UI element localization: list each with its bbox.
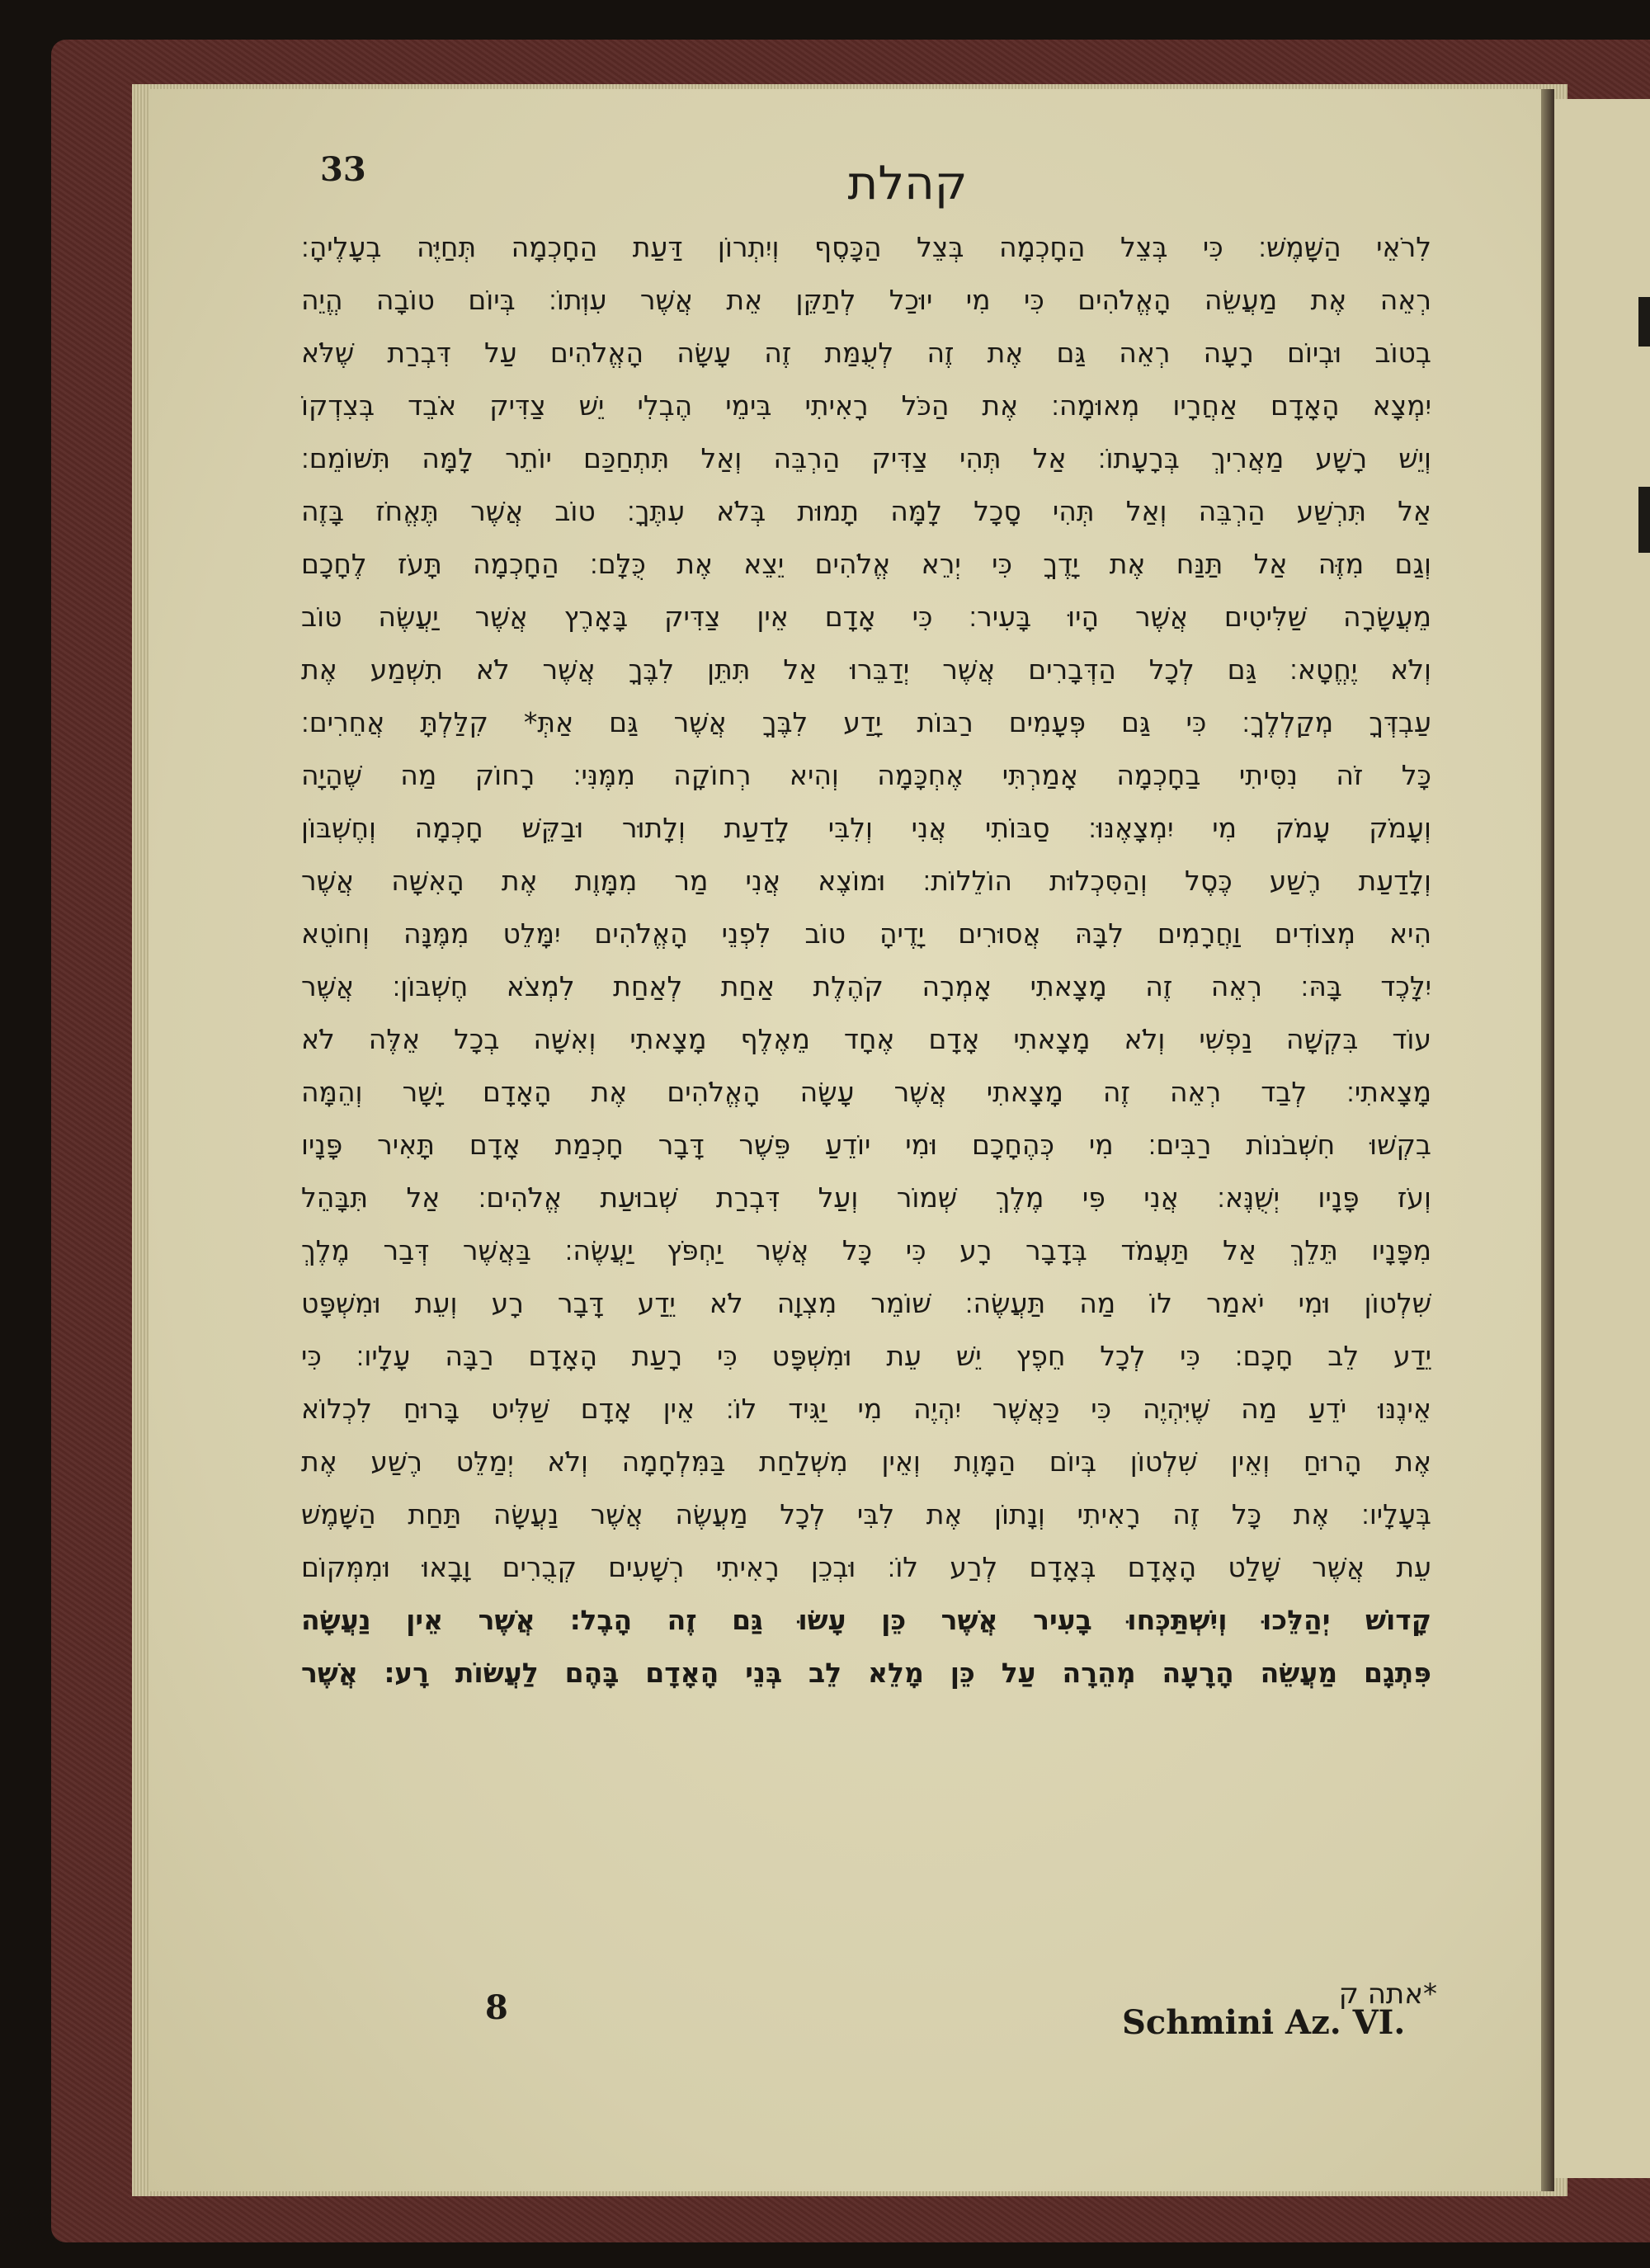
text-line: בְטוֹב וּבְיוֹם רָעָה רְאֵה גַּם אֶת זֶה לְעֻמַּת זֶה עָשָׂה הָאֱלֹהִים עַל דִּבְרַת שֶׁלֹּא [301,337,1431,369]
text-line: יֵדַע לֵב חָכָם׃ כִּי לְכָל חֵפֶץ יֵשׁ עֵת וּמִשְׁפָּט כִּי רָעַת הָאָדָם רַבָּה עָלָיו׃ כִּי [301,1340,1431,1372]
page-number: 33 [320,150,366,189]
text-line: עוֹד בִּקְשָׁה נַפְשִׁי וְלֹא מָצָאתִי אָדָם אֶחָד מֵאֶלֶף מָצָאתִי וְאִשָּׁה בְכָל אֵלֶּה לֹא [301,1023,1431,1055]
signature-number: 8 [485,1988,508,2027]
text-line: וְגַם מִזֶּה אַל תַּנַּח אֶת יָדֶךָ כִּי יְרֵא אֱלֹהִים יֵצֵא אֶת כֻּלָּם׃ הַחָכְמָה תָּעֹז לֶחָכָם [301,548,1431,580]
text-line: יִמְצָא הָאָדָם אַחֲרָיו מְאוּמָה׃ אֶת הַכֹּל רָאִיתִי בִּימֵי הֶבְלִי יֵשׁ צַדִּיק אֹבֵד בְּצִדְקוֹ [301,389,1431,422]
facing-page-ink-mark [1638,297,1650,347]
book-gutter [1541,89,1554,2191]
text-line: אַל תִּרְשַׁע הַרְבֵּה וְאַל תְּהִי סָכָל לָמָּה תָמוּת בְּלֹא עִתֶּךָ׃ טוֹב אֲשֶׁר תֶּאֱחֹז בָּזֶה [301,495,1431,527]
text-line: בְּעָלָיו׃ אֶת כָּל זֶה רָאִיתִי וְנָתוֹן אֶת לִבִּי לְכָל מַעֲשֶׂה אֲשֶׁר נַעֲשָׂה תַּחַת הַשָּׁמֶשׁ [301,1498,1431,1530]
facing-page-edge [1554,99,1650,2178]
text-line: וְיֵשׁ רָשָׁע מַאֲרִיךְ בְּרָעָתוֹ׃ אַל תְּהִי צַדִּיק הַרְבֵּה וְאַל תִּתְחַכַּם יוֹתֵר לָמָּה תִּשּׁוֹמֵם׃ [301,442,1431,474]
text-line: וְלֹא יֶחֱטָא׃ גַּם לְכָל הַדְּבָרִים אֲשֶׁר יְדַבֵּרוּ אַל תִּתֵּן לִבֶּךָ אֲשֶׁר לֹא תִשְׁמַע אֶת [301,653,1431,686]
text-line: מִפָּנָיו תֵּלֵךְ אַל תַּעֲמֹד בְּדָבָר רָע כִּי כָּל אֲשֶׁר יַחְפֹּץ יַעֲשֶׂה׃ בַּאֲשֶׁר דְּבַר מֶלֶךְ [301,1234,1431,1266]
text-line: לִרֹאֵי הַשָּׁמֶשׁ׃ כִּי בְּצֵל הַחָכְמָה בְּצֵל הַכָּסֶף וְיִתְרוֹן דַּעַת הַחָכְמָה תְּחַיֶּה בְעָלֶיהָ׃ [301,231,1431,263]
facing-page-ink-mark [1638,487,1650,553]
text-line: מֵעֲשָׂרָה שַׁלִּיטִים אֲשֶׁר הָיוּ בָּעִיר׃ כִּי אָדָם אֵין צַדִּיק בָּאָרֶץ אֲשֶׁר יַעֲשֶׂה טּוֹב [301,601,1431,633]
text-line: שִׁלְטוֹן וּמִי יֹאמַר לוֹ מַה תַּעֲשֶׂה׃ שׁוֹמֵר מִצְוָה לֹא יֵדַע דָּבָר רָע וְעֵת וּמִשְׁפָּט [301,1287,1431,1319]
text-line: פִּתְגָם מַעֲשֵׂה הָרָעָה מְהֵרָה עַל כֵּן מָלֵא לֵב בְּנֵי הָאָדָם בָּהֶם לַעֲשׂוֹת רָע׃ אֲשֶׁר [301,1657,1431,1689]
text-line: עַבְדְּךָ מְקַלְלֶךָ׃ כִּי גַּם פְּעָמִים רַבּוֹת יָדַע לִבֶּךָ אֲשֶׁר גַּם אַתְּ* קִלַּלְתָּ אֲחֵרִים׃ [301,706,1431,738]
text-line: עֵת אֲשֶׁר שָׁלַט הָאָדָם בְּאָדָם לְרַע לוֹ׃ וּבְכֵן רָאִיתִי רְשָׁעִים קְבֻרִים וָבָאוּ וּמִמְּקוֹם [301,1551,1431,1583]
running-title: קהלת [847,157,968,210]
text-line: קָדוֹשׁ יְהַלֵּכוּ וְיִשְׁתַּכְּחוּ בָעִיר אֲשֶׁר כֵּן עָשׂוּ גַּם זֶה הָבֶל׃ אֲשֶׁר אֵין נַעֲשָׂה [301,1604,1431,1636]
text-line: וְעָמֹק עָמֹק מִי יִמְצָאֶנּוּ׃ סַבּוֹתִי אֲנִי וְלִבִּי לָדַעַת וְלָתוּר וּבַקֵּשׁ חָכְמָה וְחֶשְׁבּוֹן [301,812,1431,844]
text-line: אֶת הָרוּחַ וְאֵין שִׁלְטוֹן בְּיוֹם הַמָּוֶת וְאֵין מִשְׁלַחַת בַּמִּלְחָמָה וְלֹא יְמַלֵּט רֶשַׁע אֶת [301,1445,1431,1478]
text-line: אֵינֶנּוּ יֹדֵעַ מַה שֶּׁיִּהְיֶה כִּי כַּאֲשֶׁר יִהְיֶה מִי יַגִּיד לוֹ׃ אֵין אָדָם שַׁלִּיט בָּרוּחַ לִכְלוֹא [301,1393,1431,1425]
footnote: *אתה ק [1338,1978,1437,2011]
text-line: וְלָדַעַת רֶשַׁע כֶּסֶל וְהַסִּכְלוּת הוֹלֵלוֹת׃ וּמוֹצֶא אֲנִי מַר מִמָּוֶת אֶת הָאִשָּׁה אֲשֶׁר [301,865,1431,897]
text-line: כָּל זֹה נִסִּיתִי בַחָכְמָה אָמַרְתִּי אֶחְכָּמָה וְהִיא רְחוֹקָה מִמֶּנִּי׃ רָחוֹק מַה שֶּׁהָיָה [301,759,1431,791]
text-line: יִלָּכֶד בָּהּ׃ רְאֵה זֶה מָצָאתִי אָמְרָה קֹהֶלֶת אַחַת לְאַחַת לִמְצֹא חֶשְׁבּוֹן׃ אֲשֶׁר [301,970,1431,1002]
signature-mark: Schmini Az. VI. [1122,2003,1406,2042]
text-line: רְאֵה אֶת מַעֲשֵׂה הָאֱלֹהִים כִּי מִי יוּכַל לְתַקֵּן אֵת אֲשֶׁר עִוְּתוֹ׃ בְּיוֹם טוֹבָה הֱיֵה [301,284,1431,316]
text-line: מָצָאתִי׃ לְבַד רְאֵה זֶה מָצָאתִי אֲשֶׁר עָשָׂה הָאֱלֹהִים אֶת הָאָדָם יָשָׁר וְהֵמָּה [301,1076,1431,1108]
body-text [301,221,1431,1700]
text-line: בִקְשׁוּ חִשְּׁבֹנוֹת רַבִּים׃ מִי כְּהֶחָכָם וּמִי יוֹדֵעַ פֵּשֶׁר דָּבָר חָכְמַת אָדָם תָּאִיר פָּנָיו [301,1129,1431,1161]
text-line: וְעֹז פָּנָיו יְשֻׁנֶּא׃ אֲנִי פִּי מֶלֶךְ שְׁמוֹר וְעַל דִּבְרַת שְׁבוּעַת אֱלֹהִים׃ אַל תִּבָּהֵל [301,1181,1431,1214]
text-line: הִיא מְצוֹדִים וַחֲרָמִים לִבָּהּ אֲסוּרִים יָדֶיהָ טוֹב לִפְנֵי הָאֱלֹהִים יִמָּלֵט מִמֶּנָּה וְחוֹטֵא [301,917,1431,950]
